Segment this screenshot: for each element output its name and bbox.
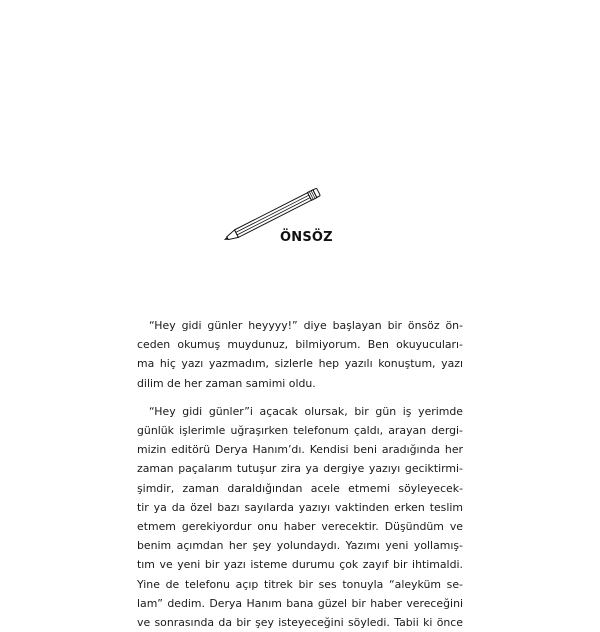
text-line: ma hiç yazı yazmadım, sizlerle hep yazılı konuştum, yazı bbox=[137, 357, 463, 371]
chapter-title: ÖNSÖZ bbox=[280, 230, 333, 245]
text-line: benim açımdan her şey yolundaydı. Yazımı yeni yollamış- bbox=[137, 539, 463, 553]
text-line: mizin editörü Derya Hanım’dı. Kendisi beni aradığında her bbox=[137, 443, 463, 457]
text-line: etmem gerekiyordur onu haber verecektir. Düşündüm ve bbox=[137, 520, 463, 534]
text-line: lam” dedim. Derya Hanım bana güzel bir haber vereceğini bbox=[137, 596, 463, 610]
body-text bbox=[137, 316, 463, 632]
text-line: dilim de her zaman samimi oldu. bbox=[137, 376, 316, 390]
text-line: ceden okumuş muydunuz, bilmiyorum. Ben okuyucuları- bbox=[137, 338, 463, 352]
text-line: tir ya da özel bazı sayılarda yazıyı vaktinden erken teslim bbox=[137, 500, 463, 514]
paragraph bbox=[137, 402, 463, 632]
text-line: tım ve yeni bir yazı isteme durumu çok zayıf bir ihtimaldi. bbox=[137, 558, 463, 572]
text-line: zaman paçalarım tutuşur zira ya dergiye yazıyı geciktirmi- bbox=[137, 462, 463, 476]
text-line: ve sonrasında da bir şey isteyeceğini söyledi. Tabii ki önce bbox=[137, 616, 463, 630]
text-line: “Hey gidi günler”i açacak olursak, bir gün iş yerimde bbox=[149, 404, 463, 418]
chapter-heading-block bbox=[218, 182, 368, 246]
text-line: Yine de telefonu açıp titrek bir ses tonuyla “aleyküm se- bbox=[137, 577, 463, 591]
paragraph bbox=[137, 316, 463, 393]
text-line: günlük işlerimle uğraşırken telefonum çaldı, arayan dergi- bbox=[137, 424, 463, 438]
text-line: “Hey gidi günler heyyyy!” diye başlayan bir önsöz ön- bbox=[149, 319, 463, 332]
text-line: şimdir, zaman daraldığından acele etmemi söyleyecek- bbox=[137, 481, 463, 495]
